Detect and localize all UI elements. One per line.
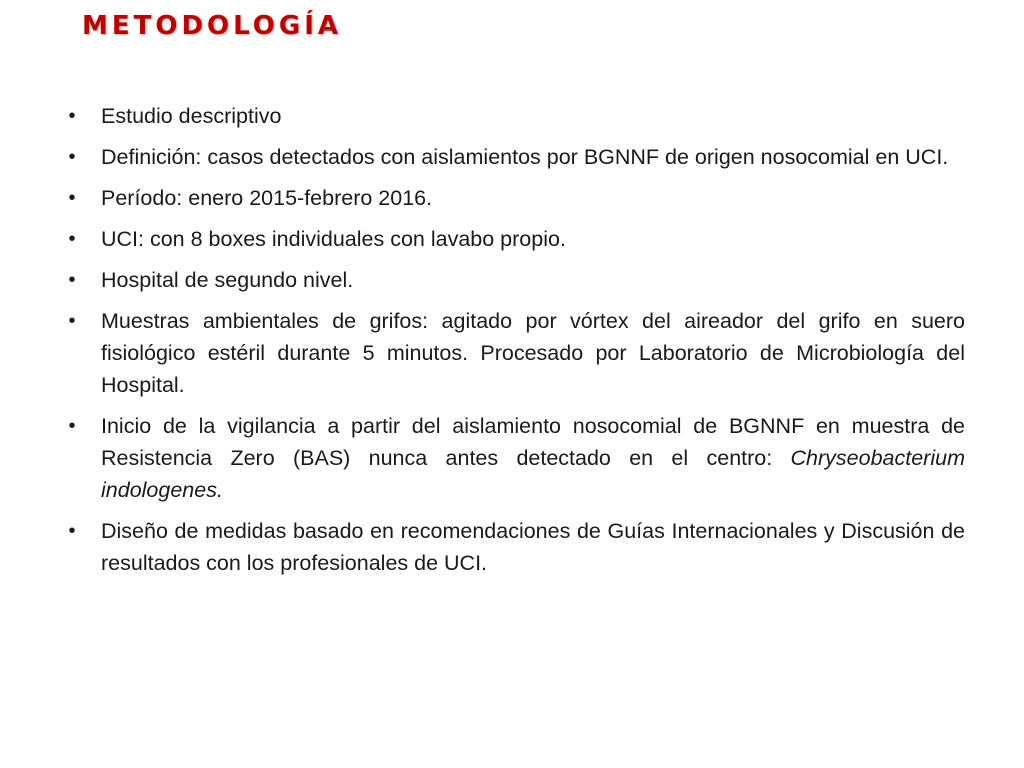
species-name: Chryseobacterium indologenes. [101, 446, 965, 502]
bullet-item-surveillance [62, 410, 965, 506]
bullet-marker: • [68, 228, 76, 250]
bullet-item-measures [62, 515, 965, 579]
bullet-item-uci [62, 223, 965, 255]
bullet-item-hospital [62, 264, 965, 296]
bullet-text: Definición: casos detectados con aislamientos por BGNNF de origen nosocomial en UCI. [101, 145, 949, 169]
bullet-marker: • [68, 520, 76, 542]
slide-title: METODOLOGÍA [82, 11, 343, 41]
bullet-text: Estudio descriptivo [101, 104, 282, 128]
bullet-item-period [62, 182, 965, 214]
bullet-text: Inicio de la vigilancia a partir del aislamiento nosocomial de BGNNF en muestra de Resistencia Zero (BAS) nunca antes detectado en el centro: [101, 414, 965, 470]
bullet-marker: • [68, 187, 76, 209]
bullet-marker: • [68, 269, 76, 291]
bullet-text: UCI: con 8 boxes individuales con lavabo propio. [101, 227, 566, 251]
bullet-list [62, 100, 965, 588]
bullet-text: Hospital de segundo nivel. [101, 268, 354, 292]
bullet-item-definition [62, 141, 965, 173]
bullet-text: Período: enero 2015-febrero 2016. [101, 186, 433, 210]
bullet-marker: • [68, 146, 76, 168]
bullet-marker: • [68, 415, 76, 437]
bullet-text: Diseño de medidas basado en recomendaciones de Guías Internacionales y Discusión de resultados con los profesionales de UCI. [101, 519, 965, 575]
bullet-marker: • [68, 105, 76, 127]
bullet-item-study-type [62, 100, 965, 132]
bullet-text: Muestras ambientales de grifos: agitado por vórtex del aireador del grifo en suero fisiológico estéril durante 5 minutos. Procesado por Laboratorio de Microbiología del Hospital. [101, 309, 965, 397]
bullet-item-samples [62, 305, 965, 401]
bullet-marker: • [68, 310, 76, 332]
